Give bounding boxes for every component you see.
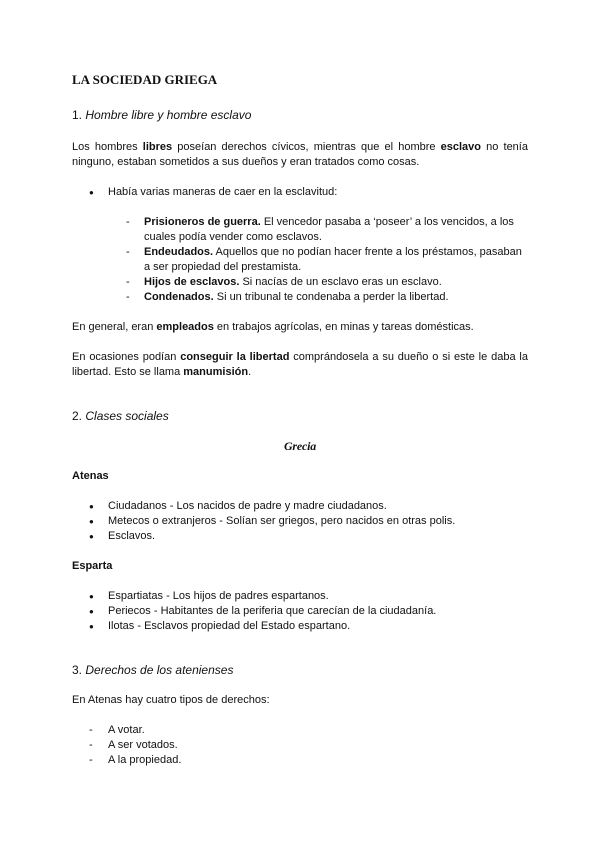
esparta-heading: Esparta (72, 560, 113, 572)
bullet-list-esclavitud (72, 185, 528, 200)
text-run: En general, eran (72, 321, 157, 333)
text-run: Aquellos que no podían hacer frente a los préstamos, pasaban a ser propiedad del prestamista. (144, 246, 522, 273)
bold-term: Condenados. (144, 291, 214, 303)
list-item: - A ser votados. (72, 738, 528, 753)
list-item: - A la propiedad. (72, 753, 528, 768)
list-item: ● Ciudadanos - Los nacidos de padre y madre ciudadanos. (72, 499, 528, 514)
section-2-number: 2. (72, 409, 83, 423)
list-item: ● Metecos o extranjeros - Solían ser griegos, pero nacidos en otras polis. (72, 514, 528, 529)
text-run: comprándosela a su dueño o si este le daba la libertad. Esto se llama (72, 351, 528, 378)
text-run: en trabajos agrícolas, en minas y tareas domésticas. (213, 321, 474, 333)
text-run: El vencedor pasaba a ‘poseer’ a los vencidos, a los cuales podía vender como esclavos. (144, 216, 514, 243)
atenas-heading: Atenas (72, 470, 109, 482)
list-item-endeudados (72, 245, 528, 275)
section-3-heading (72, 662, 528, 678)
text-run: En ocasiones podían (72, 351, 181, 363)
list-item-hijos (72, 275, 528, 290)
derechos-intro: En Atenas hay cuatro tipos de derechos: (72, 694, 270, 706)
bold-esclavo: esclavo (440, 141, 482, 153)
section-1-number: 1. (72, 108, 83, 122)
bold-libres: libres (142, 141, 173, 153)
derechos-list (72, 723, 528, 768)
bold-term: Endeudados. (144, 246, 214, 258)
list-item-prisioneros (72, 215, 528, 245)
paragraph-libres-esclavos (72, 140, 528, 170)
esparta-list (72, 589, 528, 634)
list-item: ● Había varias maneras de caer en la esclavitud: (72, 185, 528, 200)
grecia-title: Grecia (283, 439, 317, 453)
text-run: . (248, 366, 252, 378)
list-item: ● Ilotas - Esclavos propiedad del Estado espartano. (72, 619, 528, 634)
bold-manumision: manumisión (183, 366, 249, 378)
section-3-title: Derechos de los atenienses (85, 663, 234, 677)
section-2-heading (72, 408, 528, 424)
list-item: ● Esclavos. (72, 529, 528, 544)
bold-term: Hijos de esclavos. (144, 276, 240, 288)
list-item: - A votar. (72, 723, 528, 738)
text-run: poseían derechos cívicos, mientras que el hombre (172, 141, 441, 153)
list-item: ● Periecos - Habitantes de la periferia que carecían de la ciudadanía. (72, 604, 528, 619)
list-item-condenados (72, 290, 528, 305)
text-run: Si un tribunal te condenaba a perder la libertad. (213, 291, 449, 303)
text-run: Los hombres (72, 141, 143, 153)
atenas-list (72, 499, 528, 544)
bold-empleados: empleados (156, 321, 214, 333)
paragraph-empleados (72, 320, 528, 335)
section-3-number: 3. (72, 663, 83, 677)
bold-conseguir-libertad: conseguir la libertad (180, 351, 290, 363)
section-1-heading (72, 107, 528, 123)
paragraph-libertad (72, 350, 528, 380)
section-2-title: Clases sociales (85, 409, 169, 423)
dash-list-ways (72, 215, 528, 305)
text-run: no tenía ninguno, estaban sometidos a sus dueños y eran tratados como cosas. (72, 141, 528, 168)
list-item: ● Espartiatas - Los hijos de padres espartanos. (72, 589, 528, 604)
bold-term: Prisioneros de guerra. (144, 216, 261, 228)
text-run: Si nacías de un esclavo eras un esclavo. (239, 276, 442, 288)
section-1-title: Hombre libre y hombre esclavo (85, 108, 252, 122)
document-title: LA SOCIEDAD GRIEGA (72, 72, 218, 87)
